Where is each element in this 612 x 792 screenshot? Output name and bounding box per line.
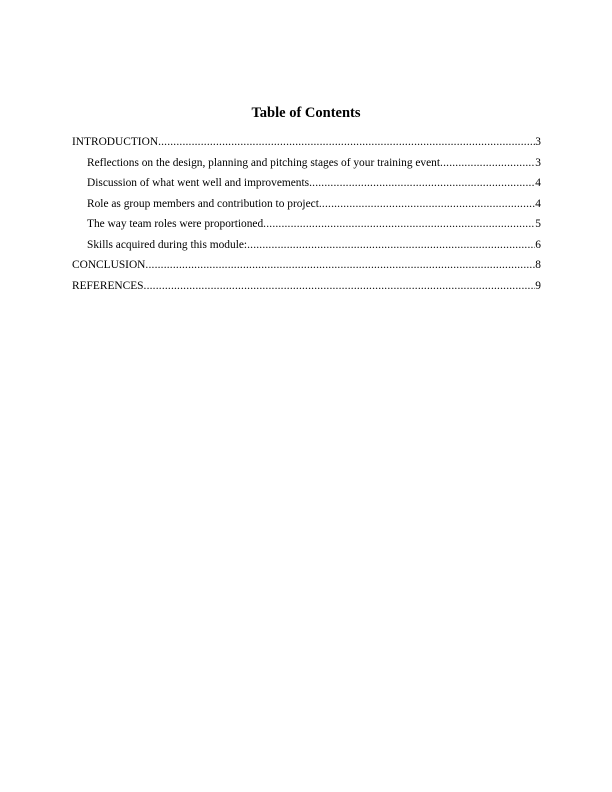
toc-page-number: 9 <box>535 279 541 292</box>
toc-entry-label: CONCLUSION <box>72 259 146 271</box>
toc-page-number: 3 <box>535 156 541 169</box>
toc-entry-discussion[interactable] <box>72 176 541 197</box>
toc-entry-skills[interactable] <box>72 238 541 259</box>
toc-entry-reflections[interactable] <box>72 156 541 177</box>
toc-page-number: 3 <box>535 136 541 148</box>
toc-entry-label: INTRODUCTION <box>72 136 159 148</box>
toc-entry-team-roles[interactable] <box>72 217 541 238</box>
toc-entry-label: Role as group members and contribution to project <box>87 197 319 210</box>
toc-dot-leader <box>263 217 535 231</box>
toc-entry-label: Discussion of what went well and improvements <box>87 177 310 189</box>
toc-dot-leader <box>440 156 535 170</box>
toc-dot-leader <box>145 258 535 272</box>
toc-page-number: 4 <box>535 197 541 210</box>
toc-entry-references[interactable] <box>72 279 541 300</box>
toc-title: Table of Contents <box>251 105 361 121</box>
toc-dot-leader <box>309 176 535 190</box>
toc-entry-label: The way team roles were proportioned <box>87 218 264 230</box>
toc-page-number: 8 <box>535 259 541 271</box>
toc-entry-label: Reflections on the design, planning and pitching stages of your training event <box>87 156 441 169</box>
toc-entry-label: REFERENCES <box>72 279 144 292</box>
toc-dot-leader <box>247 238 535 252</box>
toc-page-number: 4 <box>535 177 541 189</box>
toc-entry-role[interactable] <box>72 197 541 218</box>
toc-page-number: 6 <box>535 238 541 251</box>
toc-dot-leader <box>144 279 536 293</box>
toc-dot-leader <box>319 197 535 211</box>
toc-dot-leader <box>158 135 535 149</box>
toc-list <box>72 135 541 299</box>
toc-entry-introduction[interactable] <box>72 135 541 156</box>
toc-page-number: 5 <box>535 218 541 230</box>
toc-entry-label: Skills acquired during this module: <box>87 238 248 251</box>
toc-entry-conclusion[interactable] <box>72 258 541 279</box>
